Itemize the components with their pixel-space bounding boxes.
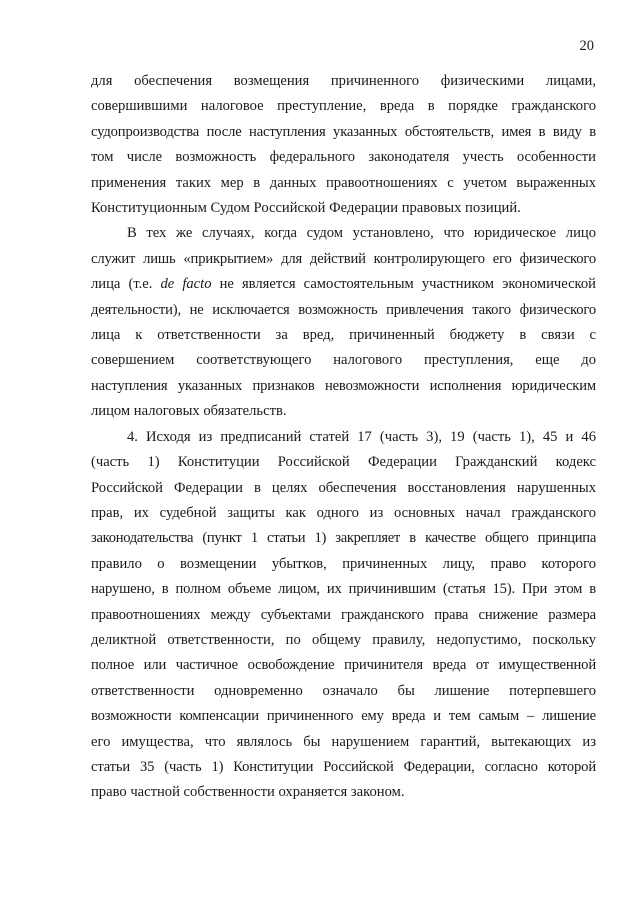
text-fragment: не является самостоятельным участником экономической	[211, 276, 596, 293]
text-line: совершившими налоговое преступление, вреда в порядке гражданского	[91, 98, 596, 115]
text-line: лицом налоговых обязательств.	[91, 403, 287, 420]
text-line: право частной собственности охраняется законом.	[91, 784, 405, 801]
text-line: ответственности одновременно означало бы лишение потерпевшего	[91, 682, 596, 699]
text-line: Российской Федерации в целях обеспечения восстановления нарушенных	[91, 479, 596, 496]
italic-term: de facto	[160, 276, 212, 293]
text-line: правоотношениях между субъектами гражданского права снижение размера	[91, 606, 596, 623]
text-line: судопроизводства после наступления указанных обстоятельств, имея в виду в	[91, 123, 596, 140]
paragraph-3	[91, 425, 596, 806]
text-line: (часть 1) Конституции Российской Федерации Гражданский кодекс	[91, 454, 596, 471]
text-line: законодательства (пункт 1 статьи 1) закрепляет в качестве общего принципа	[91, 530, 596, 547]
text-line: совершением соответствующего налогового преступления, еще до	[91, 352, 596, 369]
text-line: лица к ответственности за вред, причиненный бюджету в связи с	[91, 327, 596, 344]
text-line: нарушено, в полном объеме лицом, их причинившим (статья 15). При этом в	[91, 581, 596, 598]
text-line: его имущества, что являлось бы нарушением гарантий, вытекающих из	[91, 733, 596, 750]
text-line: применения таких мер в данных правоотношениях с учетом выраженных	[91, 174, 596, 191]
text-line: деликтной ответственности, по общему правилу, недопустимо, поскольку	[91, 631, 596, 648]
document-body	[91, 69, 596, 806]
text-line: возможности компенсации причиненного ему вреда и тем самым – лишение	[91, 708, 596, 725]
text-line: В тех же случаях, когда судом установлено, что юридическое лицо	[127, 225, 596, 242]
text-line: наступления указанных признаков невозможности исполнения юридическим	[91, 377, 596, 394]
text-line: для обеспечения возмещения причиненного физическими лицами,	[91, 73, 596, 89]
paragraph-1	[91, 69, 596, 221]
text-fragment: лица (т.е.	[91, 276, 161, 293]
page-number: 20	[579, 38, 594, 54]
text-line: служит лишь «прикрытием» для действий контролирующего его физического	[91, 250, 596, 267]
text-line: Конституционным Судом Российской Федерации правовых позиций.	[91, 200, 521, 217]
text-line: 4. Исходя из предписаний статей 17 (часть 3), 19 (часть 1), 45 и 46	[127, 428, 596, 445]
text-line	[91, 272, 596, 297]
text-line: деятельности), не исключается возможность привлечения такого физического	[91, 301, 596, 318]
text-line: статьи 35 (часть 1) Конституции Российской Федерации, согласно которой	[91, 758, 596, 775]
text-line: прав, их судебной защиты как одного из основных начал гражданского	[91, 504, 596, 521]
text-line: том числе возможность федерального законодателя учесть особенности	[91, 149, 596, 166]
text-line: правило о возмещении убытков, причиненных лицу, право которого	[91, 555, 596, 572]
paragraph-2	[91, 221, 596, 424]
text-line: полное или частичное освобождение причинителя вреда от имущественной	[91, 657, 596, 674]
